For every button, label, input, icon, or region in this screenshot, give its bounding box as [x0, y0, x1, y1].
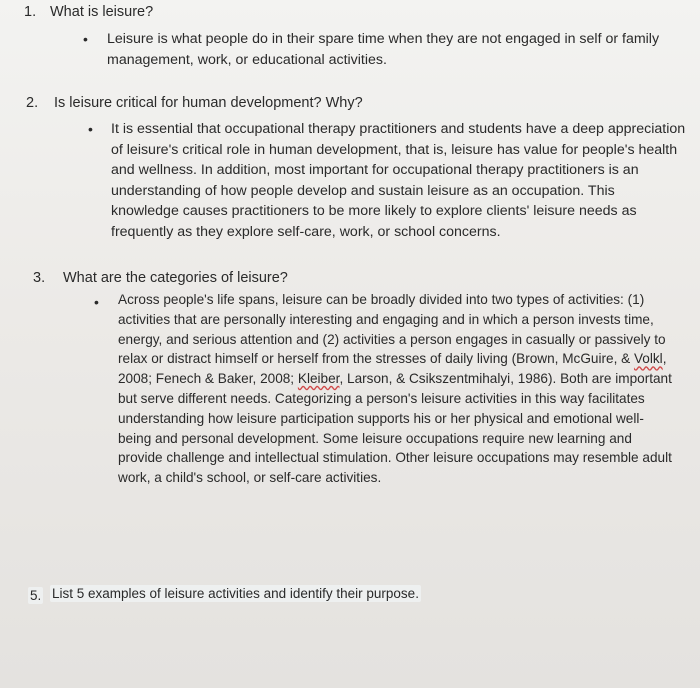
answer-text: It is essential that occupational therapy practitioners and students have a deep appreciation of leisure's critical role in human development, that is, leisure has value for people's health and wellness. In addition, most important for occupational therapy practitioners is an understanding of how people develop and sustain leisure as an occupation. This knowledge causes practitioners to be more likely to explore clients' leisure needs as frequently as they explore self-care, work, or school concerns. — [111, 121, 686, 240]
item-number: 3. — [33, 270, 46, 286]
bullet-icon: • — [88, 121, 93, 137]
question-text: List 5 examples of leisure activities and identify their purpose. — [52, 586, 419, 601]
question-text: What is leisure? — [50, 4, 154, 20]
question-text: What are the categories of leisure? — [63, 270, 288, 286]
answer-text: Across people's life spans, leisure can be broadly divided into two types of activities: (1) activities that are personally interesting and engaging and in which a person invests time, energy, and serious attention and (2) activities a person engages in casually or passively to relax or distract himself or herself from the stresses of daily living (Brown, McGuire, & Volkl, 2008; Fenech & Baker, 2008; Kleiber, Larson, & Csikszentmihalyi, 1986). Both are important but serve different needs. Categorizing a person's leisure activities in this way facilitates understanding how leisure participation supports his or her physical and emotional well-being and personal development. Some leisure occupations require new learning and provide challenge and intellectual stimulation. Other leisure occupations may resemble adult work, a child's school, or self-care activities. — [118, 292, 672, 486]
bullet-icon: • — [94, 294, 99, 310]
item-number: 1. — [24, 4, 37, 20]
bullet-icon: • — [83, 31, 88, 47]
item-number: 5. — [30, 588, 42, 603]
question-text: Is leisure critical for human development? Why? — [54, 95, 363, 111]
item-number: 2. — [26, 95, 39, 111]
answer-text: Leisure is what people do in their spare time when they are not engaged in self or family management, work, or educational activities. — [107, 31, 660, 68]
